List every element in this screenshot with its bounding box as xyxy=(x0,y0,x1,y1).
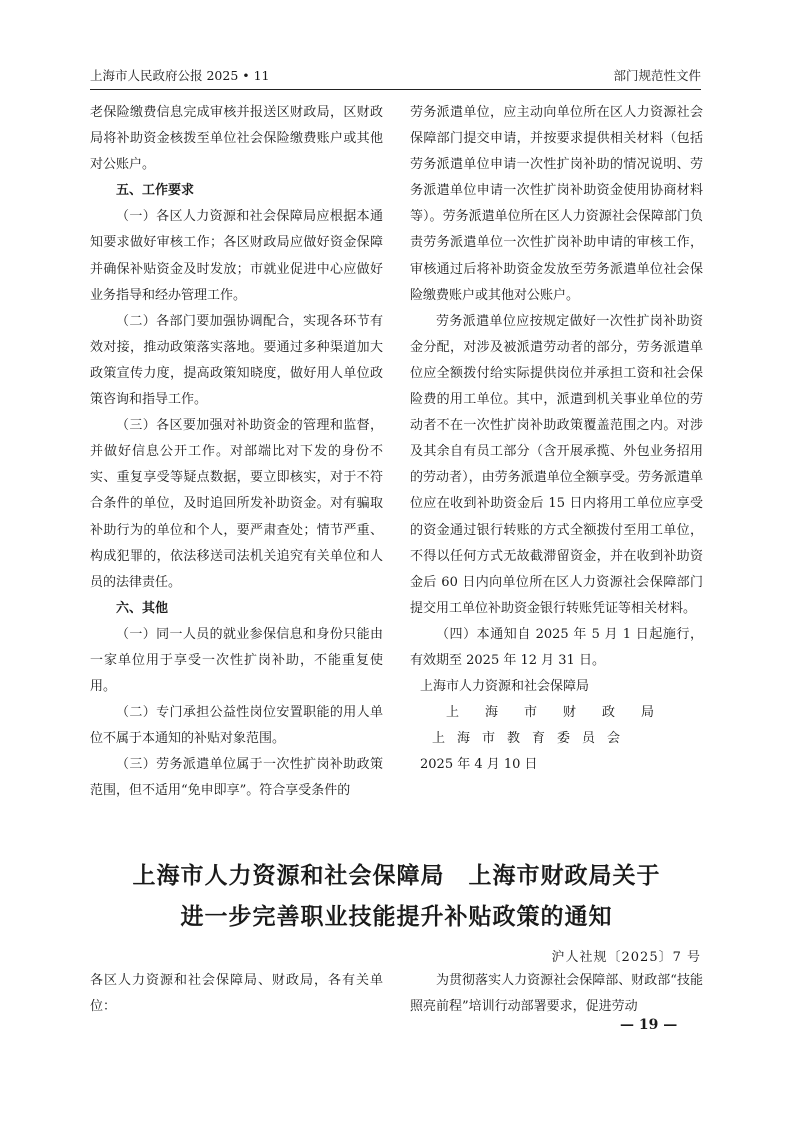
signature-org-3: 上海市教育委员会 xyxy=(432,731,633,747)
section-heading: 六、其他 xyxy=(116,600,169,616)
section-heading: 五、工作要求 xyxy=(116,183,195,199)
paragraph: （一）各区人力资源和社会保障局应根据本通知要求做好审核工作；各区财政局应做好资金保障并确保补贴资金及时发放；市就业促进中心应做好业务指导和经办管理工作。 xyxy=(90,209,383,303)
paragraph: （一）同一人员的就业参保信息和身份只能由一家单位用于享受一次性扩岗补助，不能重复使用。 xyxy=(90,626,383,695)
section-title: 部门规范性文件 xyxy=(613,68,701,83)
paragraph: （三）各区要加强对补助资金的管理和监督，并做好信息公开工作。对部端比对下发的身份不实、重复享受等疑点数据，要立即核实，对于不符合条件的单位，及时追回所发补助资金。对有骗取补助行为的单位和个人，要严肃查处；情节严重、构成犯罪的，依法移送司法机关追究有关单位和人员的法律责任。 xyxy=(90,418,383,590)
paragraph: 劳务派遣单位，应主动向单位所在区人力资源社会保障部门提交申请，并按要求提供相关材料（包括劳务派遣单位申请一次性扩岗补助的情况说明、劳务派遣单位申请一次性扩岗补助资金使用协商材料等）。劳务派遣单位所在区人力资源社会保障部门负责劳务派遣单位一次性扩岗补助申请的审核工作，审核通过后将补助资金发放至劳务派遣单位社会保险缴费账户或其他对公账户。 xyxy=(410,105,703,303)
paragraph: （三）劳务派遣单位属于一次性扩岗补助政策范围，但不适用“免申即享”。符合享受条件的 xyxy=(90,757,383,799)
running-header xyxy=(90,66,701,88)
document-number: 沪人社规〔2025〕7 号 xyxy=(551,950,701,965)
signature-org-2: 上海市财政局 xyxy=(446,705,681,721)
right-column xyxy=(410,100,703,778)
paragraph: （二）各部门要加强协调配合，实现各环节有效对接，推动政策落实落地。要通过多种渠道加大政策宣传力度，提高政策知晓度，做好用人单位政策咨询和指导工作。 xyxy=(90,313,383,408)
left-column xyxy=(90,100,383,805)
signature-org-1: 上海市人力资源和社会保障局 xyxy=(420,679,590,695)
signature-date: 2025 年 4 月 10 日 xyxy=(420,757,538,773)
opening-paragraph: 为贯彻落实人力资源社会保障部、财政部“技能照亮前程”培训行动部署要求，促进劳动 xyxy=(410,973,703,1014)
paragraph: （四）本通知自 2025 年 5 月 1 日起施行，有效期至 2025 年 12 月 31 日。 xyxy=(410,626,703,668)
paragraph: （二）专门承担公益性岗位安置职能的用人单位不属于本通知的补贴对象范围。 xyxy=(90,705,383,747)
header-rule xyxy=(90,89,701,90)
notice-right-column xyxy=(410,968,703,1020)
notice-title-line-2: 进一步完善职业技能提升补贴政策的通知 xyxy=(180,904,613,930)
paragraph: 劳务派遣单位应按规定做好一次性扩岗补助资金分配，对涉及被派遣劳动者的部分，劳务派遣单位应全额拨付给实际提供岗位并承担工资和社会保险费的用工单位。其中，派遣到机关事业单位的劳动者不在一次性扩岗补助政策覆盖范围之内。对涉及其余自有员工部分（含开展承揽、外包业务招用的劳动者），由劳务派遣单位全额享受。劳务派遣单位应在收到补助资金后 15 日内将用工单位应享受的资金通过银行转账的方式全额拨付至用工单位，不得以任何方式无故截滞留资金，并在收到补助资金后 60 日内向单位所在区人力资源社会保障部门提交用工单位补助资金银行转账凭证等相关材料。 xyxy=(410,313,703,616)
notice-title-line-1: 上海市人力资源和社会保障局 上海市财政局关于 xyxy=(132,863,661,889)
publication-title: 上海市人民政府公报 2025 • 11 xyxy=(90,68,270,83)
addressee: 各区人力资源和社会保障局、财政局，各有关单位： xyxy=(90,973,383,1014)
paragraph: 老保险缴费信息完成审核并报送区财政局，区财政局将补助资金核拨至单位社会保险缴费账户或其他对公账户。 xyxy=(90,105,383,173)
page-number: — 19 — xyxy=(620,1017,678,1033)
notice-left-column xyxy=(90,968,383,1020)
